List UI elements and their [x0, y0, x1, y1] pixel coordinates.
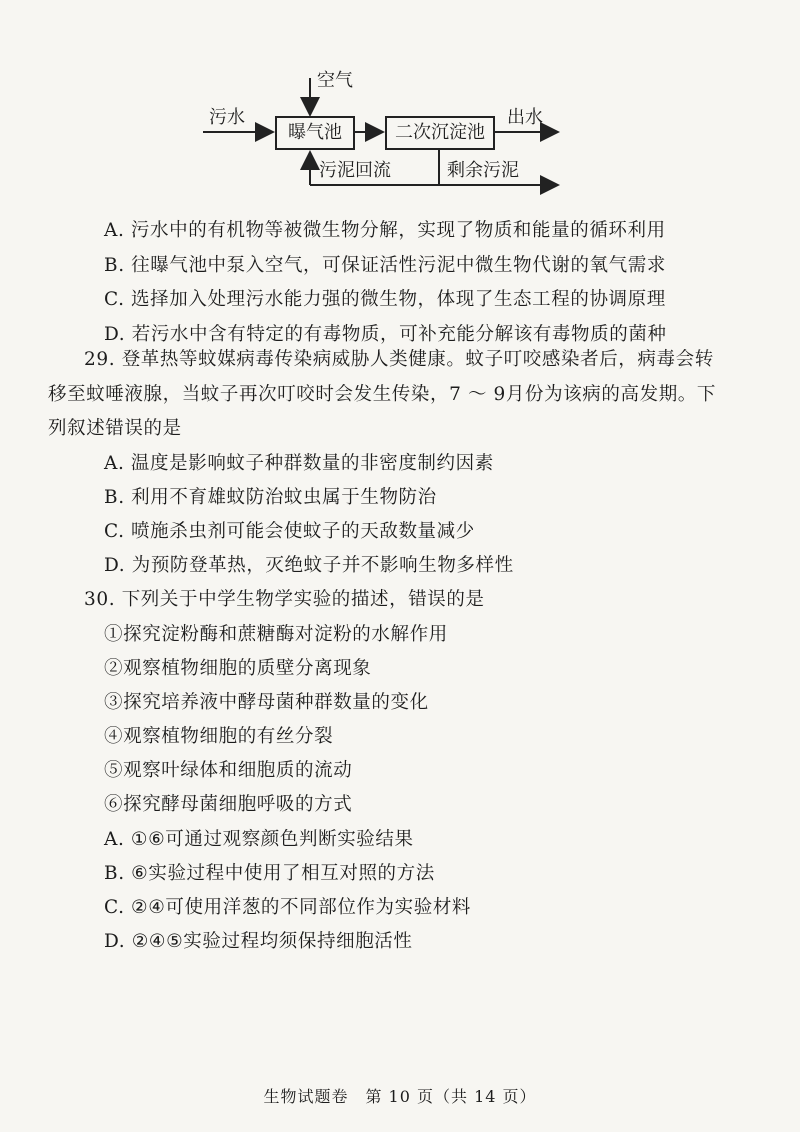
q28-option-c: C. 选择加入处理污水能力强的微生物，体现了生态工程的协调原理	[104, 289, 666, 310]
q28-option-d: D. 若污水中含有特定的有毒物质，可补充能分解该有毒物质的菌种	[104, 324, 667, 345]
q30-item-5: ⑤观察叶绿体和细胞质的流动	[104, 760, 353, 781]
q29-option-d: D. 为预防登革热，灭绝蚊子并不影响生物多样性	[104, 555, 514, 576]
q30-item-1: ①探究淀粉酶和蔗糖酶对淀粉的水解作用	[104, 624, 448, 645]
q30-option-d: D. ②④⑤实验过程均须保持细胞活性	[104, 931, 413, 952]
q28-option-b: B. 往曝气池中泵入空气，可保证活性污泥中微生物代谢的氧气需求	[104, 255, 666, 276]
q29-option-b: B. 利用不育雄蚊防治蚊虫属于生物防治	[104, 487, 437, 508]
air-label: 空气	[317, 70, 353, 91]
sewage-treatment-diagram	[195, 70, 575, 195]
q29-stem-line-3: 列叙述错误的是	[48, 418, 182, 439]
effluent-label: 出水	[507, 107, 543, 128]
q30-item-6: ⑥探究酵母菌细胞呼吸的方式	[104, 794, 353, 815]
q29-stem-line-1: 29. 登革热等蚊媒病毒传染病威胁人类健康。蚊子叮咬感染者后，病毒会转	[84, 349, 714, 370]
sewage-label: 污水	[209, 107, 245, 128]
q30-item-3: ③探究培养液中酵母菌种群数量的变化	[104, 692, 429, 713]
q29-option-a: A. 温度是影响蚊子种群数量的非密度制约因素	[104, 453, 494, 474]
sludge-return-label: 污泥回流	[319, 160, 391, 181]
secondary-clarifier-box: 二次沉淀池	[385, 116, 495, 150]
page-footer: 生物试题卷 第 10 页（共 14 页）	[263, 1087, 537, 1106]
aeration-tank-box: 曝气池	[275, 116, 355, 150]
q30-stem: 30. 下列关于中学生物学实验的描述，错误的是	[84, 589, 485, 610]
q30-item-4: ④观察植物细胞的有丝分裂	[104, 726, 334, 747]
q30-item-2: ②观察植物细胞的质壁分离现象	[104, 658, 372, 679]
q30-option-c: C. ②④可使用洋葱的不同部位作为实验材料	[104, 897, 472, 918]
q30-option-a: A. ①⑥可通过观察颜色判断实验结果	[104, 829, 414, 850]
q30-option-b: B. ⑥实验过程中使用了相互对照的方法	[104, 863, 435, 884]
q29-stem-line-2: 移至蚊唾液腺，当蚊子再次叮咬时会发生传染，7 ～ 9月份为该病的高发期。下	[48, 384, 717, 405]
excess-sludge-label: 剩余污泥	[447, 160, 519, 181]
q29-option-c: C. 喷施杀虫剂可能会使蚊子的天敌数量减少	[104, 521, 475, 542]
q28-option-a: A. 污水中的有机物等被微生物分解，实现了物质和能量的循环利用	[104, 220, 666, 241]
